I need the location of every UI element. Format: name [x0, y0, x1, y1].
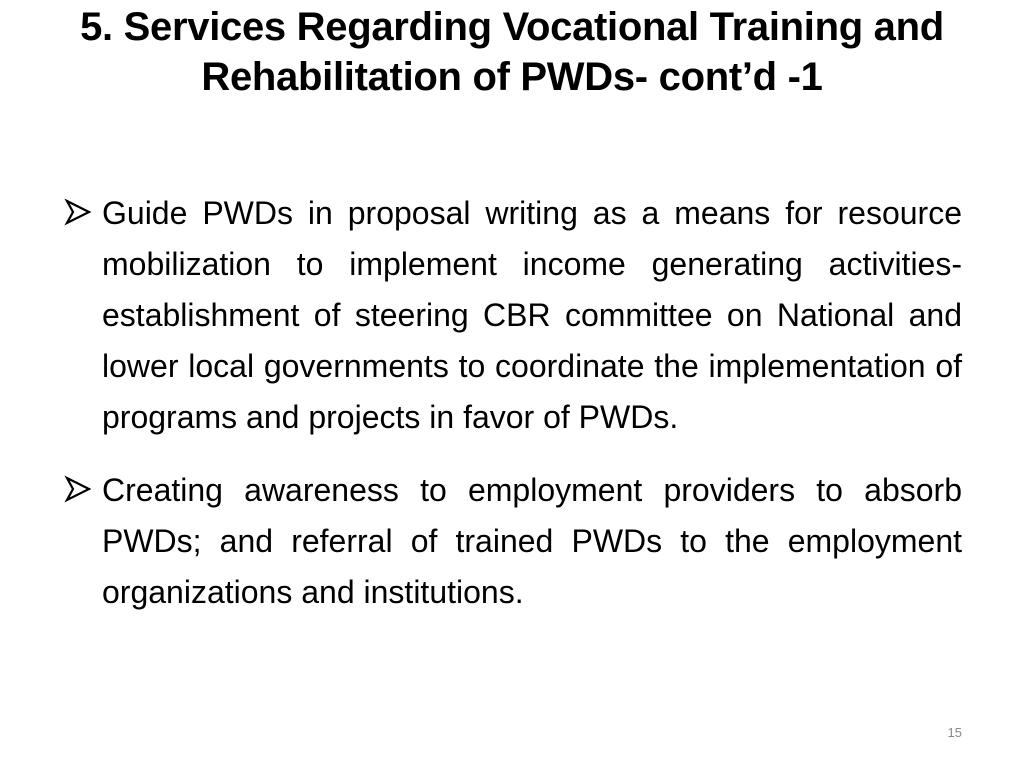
- bullet-text: Guide PWDs in proposal writing as a means for resource mobilization to implement income generating activities- establishment of steering CBR committee on National and lower local governments to coordinate the implementation of programs and projects in favor of PWDs.: [102, 195, 962, 435]
- bullet-list: [62, 188, 962, 640]
- slide-title: 5. Services Regarding Vocational Training and Rehabilitation of PWDs- cont’d -1: [80, 5, 944, 99]
- bullet-text: Creating awareness to employment providers to absorb PWDs; and referral of trained PWDs to the employment organizations and institutions.: [102, 472, 962, 610]
- page-number: 15: [947, 725, 962, 740]
- bullet-item: [62, 465, 962, 618]
- bullet-item: [62, 188, 962, 443]
- arrow-bullet-icon: [62, 465, 94, 516]
- arrow-bullet-icon: [62, 188, 94, 239]
